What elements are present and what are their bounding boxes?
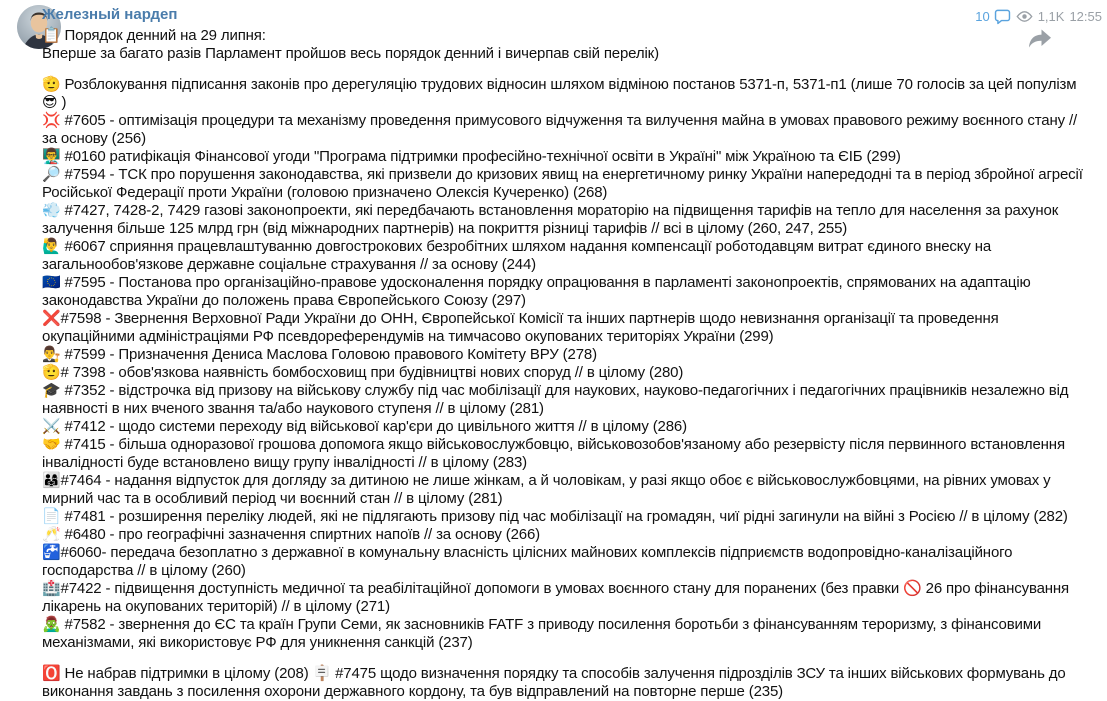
agenda-item: 🤝 #7415 - більша одноразової грошова допомога якщо військовослужбовцю, військовозобов'язаному або резервісту після первинного встановлення інвалідності буде встановлено вищу групу інвалідності // в цілому (283) [42, 436, 1065, 471]
agenda-item: 🏥#7422 - підвищення доступність медичної та реабілітаційної допомоги в умовах воєнного стану для поранених (без правки 🚫 26 про фінансування лікарень на окупованих територій) // в цілому (271) [42, 580, 1070, 615]
agenda-item: ⚔️ #7412 - щодо системи переходу від військової кар'єри до цивільного життя // в цілому (286) [42, 418, 687, 435]
agenda-item: 👨‍⚖️ #7599 - Призначення Дениса Маслова Головою правового Комітету ВРУ (278) [42, 346, 597, 363]
intro-line: Вперше за багато разів Парламент пройшов весь порядок денний і вичерпав свій перелік) [42, 45, 659, 62]
agenda-item: 🇪🇺 #7595 - Постанова про організаційно-правове удосконалення порядку опрацювання в парламенті законопроектів, спрямованих на адаптацію законодавства України до положень права Європейського Союзу (297) [42, 274, 1031, 309]
timestamp: 12:55 [1069, 9, 1102, 24]
agenda-item: 🙋‍♂️ #6067 сприяння працевлаштуванню довгострокових безробітних шляхом надання компенсації роботодавцям витрат єдиного внеску на загальнообов'язкове державне соціальне страхування // за основу (244) [42, 238, 992, 273]
agenda-item: 🚰#6060- передача безоплатно з державної в комунальну власність цілісних майнових комплексів підприємств водопровідно-каналізаційного господарства // в цілому (260) [42, 544, 1013, 579]
channel-name[interactable]: Железный нардеп [42, 6, 178, 23]
agenda-item: 📄 #7481 - розширення переліку людей, які не підлягають призову під час мобілізації на громадян, чиї рідні загинули на війні з Росією // в цілому (282) [42, 508, 1068, 525]
intro-line: 📋 Порядок денний на 29 липня: [42, 27, 266, 44]
agenda-item: 💢 #7605 - оптимізація процедури та механізму проведення примусового відчуження та вилучення майна в умовах правового режиму воєнного стану // за основу (256) [42, 112, 1077, 147]
agenda-item: 💨 #7427, 7428-2, 7429 газові законопроекти, які передбачають встановлення мораторію на підвищення тарифів на тепло для населення за рахунок залучення більше 125 млрд грн (від міжнародних партнерів) на покриття різниці тарифів // всі в цілому (260, 247, 255) [42, 202, 1059, 237]
share-button[interactable] [1028, 28, 1052, 50]
agenda-footer-item: 🅾️ Не набрав підтримки в цілому (208) 🪧 #7475 щодо визначення порядку та способів залучення підрозділів ЗСУ та інших військових формувань до виконання завдань з посилення охорони державного кордону, та був відправлений на повторне перше (235) [42, 665, 1066, 700]
agenda-item: 🔎 #7594 - ТСК про порушення законодавства, які призвели до кризових явищ на енергетичному ринку України напередодні та в період збройної агресії Російської Федерації проти України (головою призначено Олексія Кучеренко) (268) [42, 166, 1083, 201]
agenda-item: 👨‍🏫 #0160 ратифікація Фінансової угоди "Програма підтримки професійно-технічної освіти в Україні" між Україною та ЄІБ (299) [42, 148, 901, 165]
share-arrow-icon [1028, 28, 1052, 50]
agenda-item: 🧟‍♂️ #7582 - звернення до ЄС та країн Групи Семи, як засновників FATF з приводу посилення боротьби з фінансуванням тероризму, з фінансовими механізмами, які використовує РФ для уникнення санкцій (237) [42, 616, 1042, 651]
message-text [42, 27, 1084, 701]
agenda-item: 👨‍👩‍👧#7464 - надання відпусток для догляду за дитиною не лише жінкам, а й чоловікам, у разі якщо обоє є військовослужбовцями, на рівних умовах у мирний час та в особливий період чи воєнний стан // в цілому (281) [42, 472, 1051, 507]
agenda-item: 🥂 #6480 - про географічні зазначення спиртних напоїв // за основу (266) [42, 526, 540, 543]
agenda-item: 🫡 Розблокування підписання законів про дерегуляцію трудових відносин шляхом відміною постанов 5371-п, 5371-п1 (лише 70 голосів за цей популізм😎 ) [42, 76, 1077, 111]
message-content [42, 6, 1084, 701]
blank-line [42, 63, 1084, 76]
agenda-item: ❌#7598 - Звернення Верховної Ради України до ОНН, Європейської Комісії та інших партнерів щодо невизнання організації та проведення окупаційними адміністраціями РФ псевдореферендумів на тимчасово окупованих територіях України (299) [42, 310, 999, 345]
comments-count: 10 [975, 9, 990, 24]
blank-line [42, 652, 1084, 665]
views-count: 1,1K [1037, 9, 1065, 24]
agenda-item: 🫡# 7398 - обов'язкова наявність бомбосховищ при будівництві нових споруд // в цілому (280) [42, 364, 684, 381]
agenda-item: 🎓 #7352 - відстрочка від призову на військову службу під час мобілізації для наукових, науково-педагогічних і педагогічних працівників незалежно від наявності в них вченого звання та/або наукового ступеня // в цілому (281) [42, 382, 1069, 417]
